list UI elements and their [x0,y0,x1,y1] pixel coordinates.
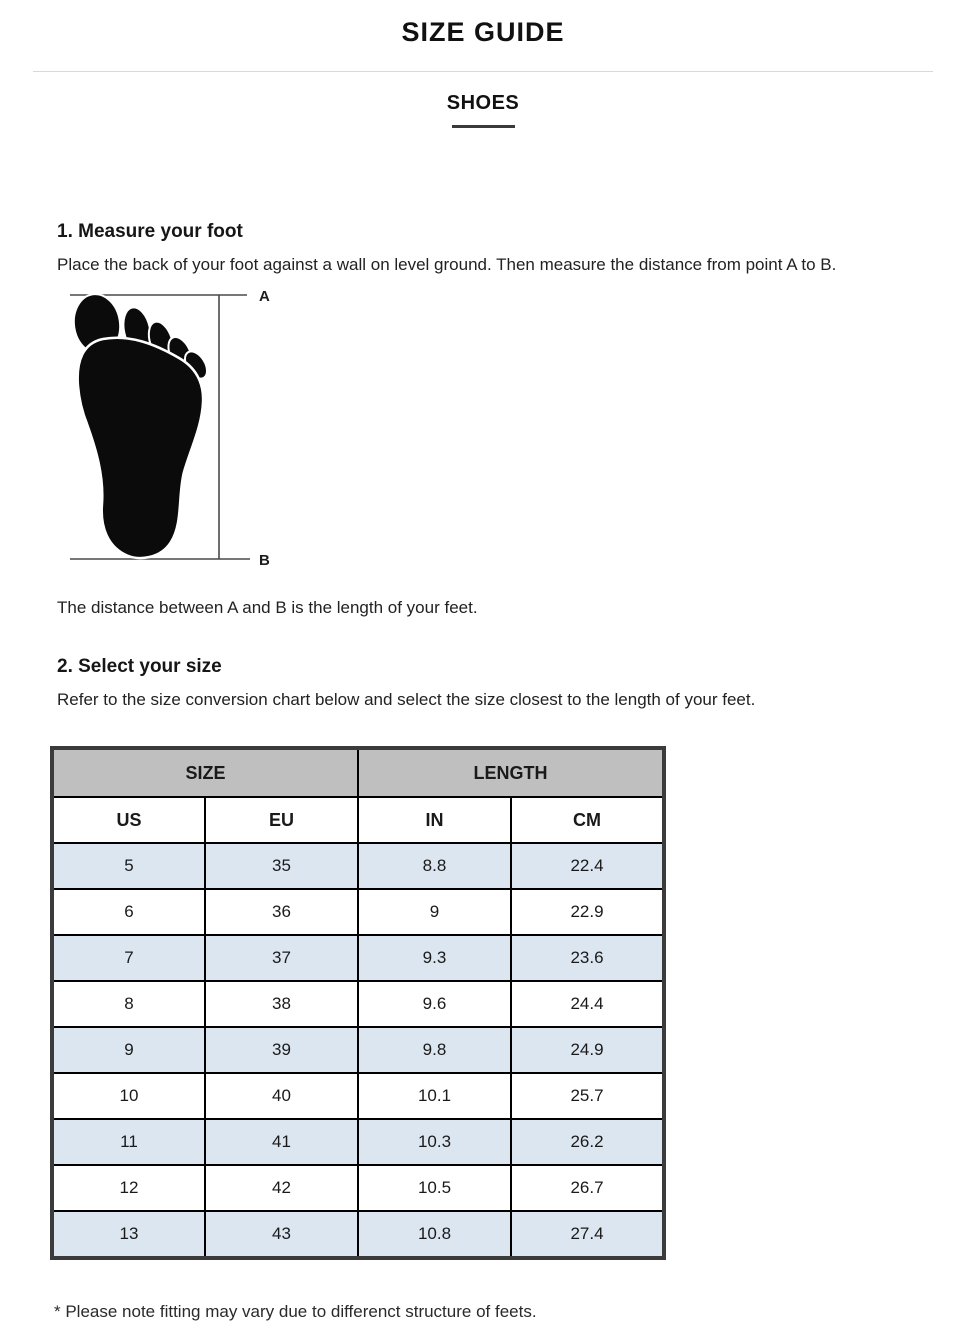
group-header-length: LENGTH [358,748,664,797]
column-header-us: US [52,797,205,843]
table-cell: 26.7 [511,1165,664,1211]
table-cell: 10.3 [358,1119,511,1165]
table-row [52,981,664,1027]
table-cell: 9.8 [358,1027,511,1073]
table-cell: 43 [205,1211,358,1258]
table-cell: 23.6 [511,935,664,981]
table-cell: 24.4 [511,981,664,1027]
table-cell: 26.2 [511,1119,664,1165]
table-cell: 10.8 [358,1211,511,1258]
table-cell: 38 [205,981,358,1027]
table-cell: 37 [205,935,358,981]
table-cell: 41 [205,1119,358,1165]
group-header-size: SIZE [52,748,358,797]
table-cell: 12 [52,1165,205,1211]
table-cell: 9.6 [358,981,511,1027]
table-cell: 8 [52,981,205,1027]
table-cell: 9 [358,889,511,935]
table-cell: 10.5 [358,1165,511,1211]
section1-heading: 1. Measure your foot [57,221,243,242]
table-row [52,1165,664,1211]
table-cell: 9 [52,1027,205,1073]
table-cell: 39 [205,1027,358,1073]
footnote: * Please note fitting may vary due to differenct structure of feets. [54,1302,537,1321]
table-cell: 10.1 [358,1073,511,1119]
table-cell: 22.4 [511,843,664,889]
table-row [52,843,664,889]
table-cell: 6 [52,889,205,935]
table-cell: 7 [52,935,205,981]
section1-caption: The distance between A and B is the length of your feet. [57,598,478,617]
table-row [52,935,664,981]
subtitle-underline [452,125,515,128]
table-row [52,889,664,935]
table-cell: 5 [52,843,205,889]
foot-measurement-diagram [57,286,966,576]
table-cell: 42 [205,1165,358,1211]
column-header-cm: CM [511,797,664,843]
table-cell: 35 [205,843,358,889]
table-column-header-row [52,797,664,843]
size-conversion-table [50,746,666,1260]
point-b-label: B [259,552,270,569]
section2-instruction: Refer to the size conversion chart below and select the size closest to the length of your feet. [57,690,756,709]
table-cell: 25.7 [511,1073,664,1119]
table-cell: 8.8 [358,843,511,889]
table-row [52,1073,664,1119]
table-cell: 11 [52,1119,205,1165]
point-a-label: A [259,288,270,305]
table-row [52,1027,664,1073]
table-cell: 36 [205,889,358,935]
column-header-eu: EU [205,797,358,843]
table-cell: 22.9 [511,889,664,935]
table-row [52,1119,664,1165]
title-divider [33,71,933,72]
table-row [52,1211,664,1258]
table-group-header-row [52,748,664,797]
table-cell: 10 [52,1073,205,1119]
footprint-icon [70,291,212,558]
page-title: SIZE GUIDE [401,17,565,47]
table-cell: 9.3 [358,935,511,981]
section1-instruction: Place the back of your foot against a wall on level ground. Then measure the distance from point A to B. [57,255,837,274]
table-cell: 40 [205,1073,358,1119]
page-subtitle: SHOES [446,92,520,114]
section2-heading: 2. Select your size [57,656,222,677]
table-cell: 24.9 [511,1027,664,1073]
table-cell: 13 [52,1211,205,1258]
column-header-in: IN [358,797,511,843]
table-cell: 27.4 [511,1211,664,1258]
